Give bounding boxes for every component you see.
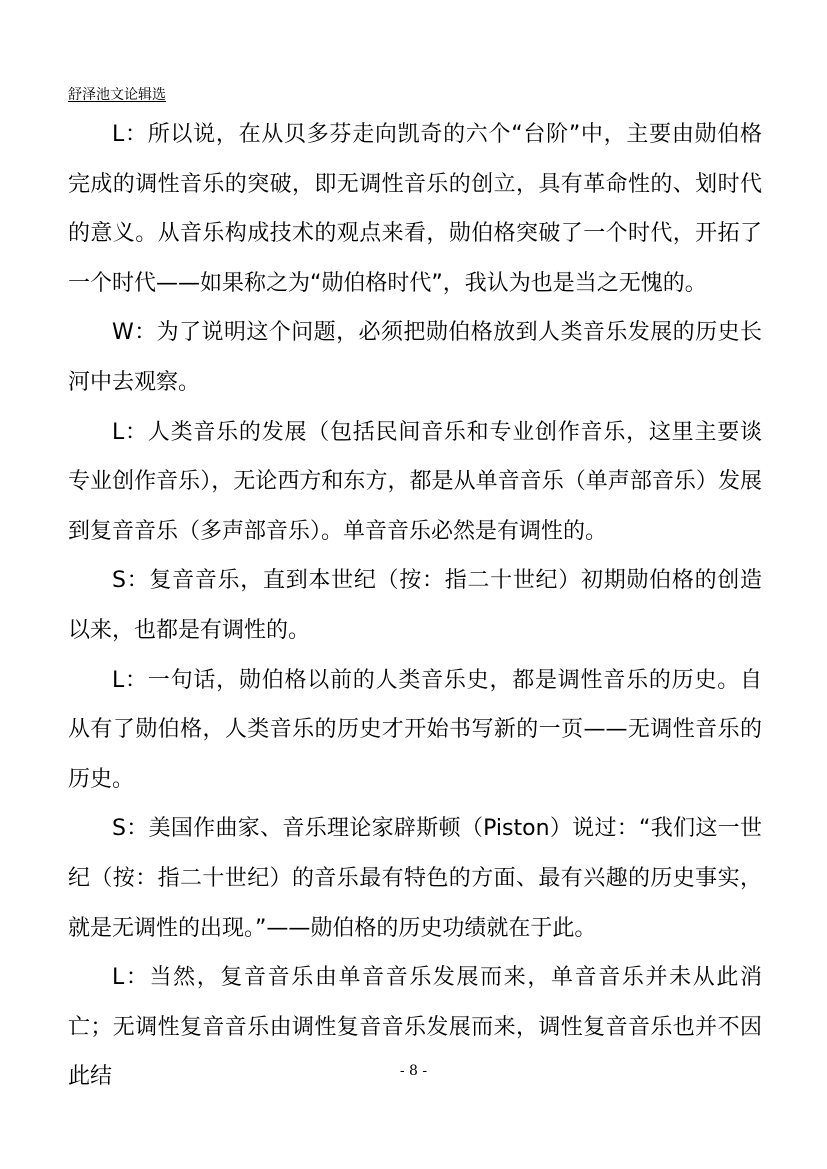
paragraph-3: L：人类音乐的发展（包括民间音乐和专业创作音乐，这里主要谈专业创作音乐），无论西方和东方，都是从单音音乐（单声部音乐）发展到复音音乐（多声部音乐）。单音音乐必然是有调性的。 [68, 419, 762, 544]
paragraph-4: S：复音音乐，直到本世纪（按：指二十世纪）初期勋伯格的创造以来，也都是有调性的。 [68, 568, 762, 643]
body-text [68, 110, 762, 1102]
paragraph-6: S：美国作曲家、音乐理论家辟斯顿（Piston）说过：“我们这一世纪（按：指二十世纪）的音乐最有特色的方面、最有兴趣的历史事实，就是无调性的出现。”——勋伯格的历史功绩就在于此。 [68, 816, 762, 941]
paragraph-1: L：所以说，在从贝多芬走向凯奇的六个“台阶”中，主要由勋伯格完成的调性音乐的突破，即无调性音乐的创立，具有革命性的、划时代的意义。从音乐构成技术的观点来看，勋伯格突破了一个时代，开拓了一个时代——如果称之为“勋伯格时代”，我认为也是当之无愧的。 [68, 122, 762, 296]
paragraph-2: W：为了说明这个问题，必须把勋伯格放到人类音乐发展的历史长河中去观察。 [68, 320, 762, 395]
running-header: 舒泽池文论辑选 [68, 87, 166, 103]
paragraph-7: L：当然，复音音乐由单音音乐发展而来，单音音乐并未从此消亡；无调性复音音乐由调性复音音乐发展而来，调性复音音乐也并不因此结 [68, 965, 762, 1090]
paragraph-5: L：一句话，勋伯格以前的人类音乐史，都是调性音乐的历史。自从有了勋伯格，人类音乐的历史才开始书写新的一页——无调性音乐的历史。 [68, 667, 762, 792]
page-number: - 8 - [399, 1063, 428, 1079]
